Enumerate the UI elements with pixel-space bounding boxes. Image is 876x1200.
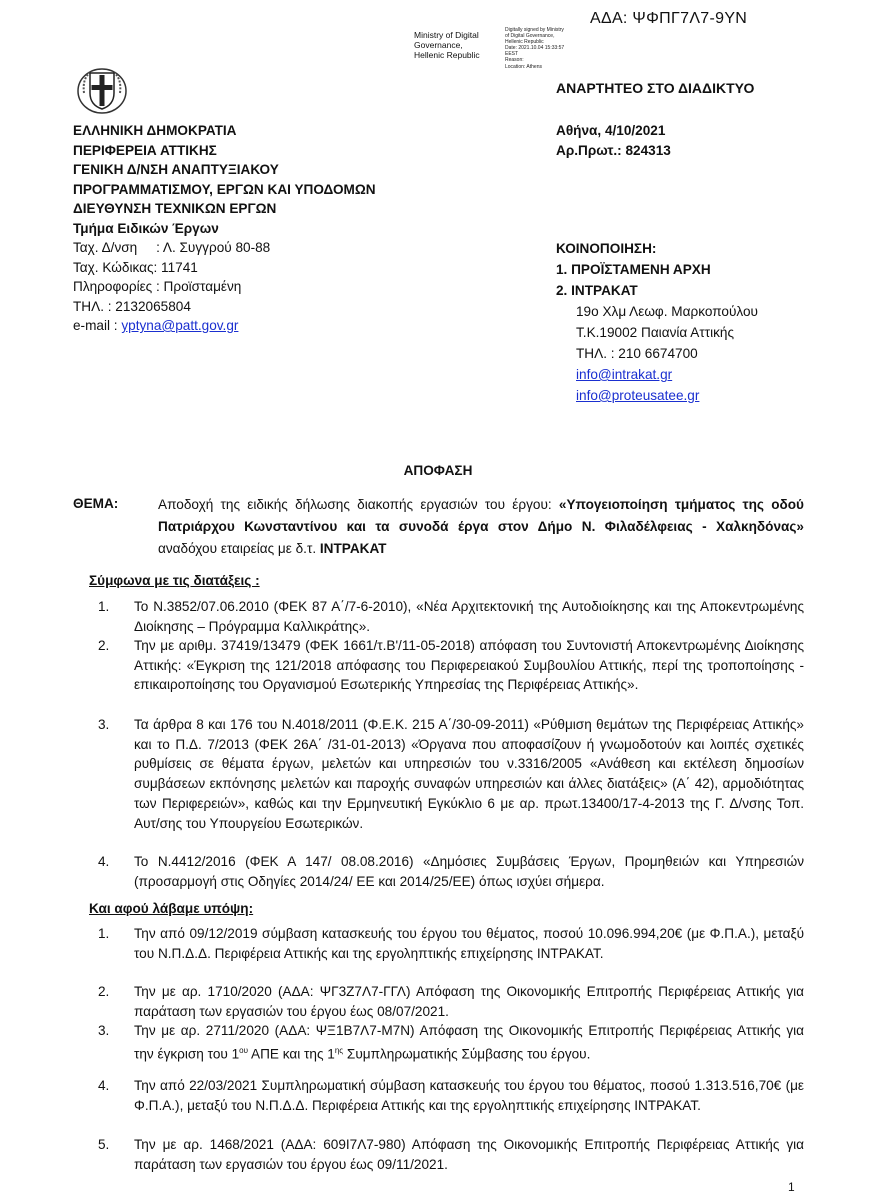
signature-detail-line: Reason: <box>505 57 524 64</box>
sender-line: ΔΙΕΥΘΥΝΣΗ ΤΕΧΝΙΚΩΝ ΕΡΓΩΝ <box>73 201 277 216</box>
item-text: Την με αρ. 1468/2021 (ΑΔΑ: 609Ι7Λ7-980) Απόφαση της Οικονομικής Επιτροπής Περιφέρειας Αττικής για παράταση των εργασιών του έργου έως 09/11/2021. <box>134 1137 804 1172</box>
sender-info: Πληροφορίες : Προϊσταμένη <box>73 279 242 294</box>
item-text: Το Ν.4412/2016 (ΦΕΚ Α 147/ 08.08.2016) «Δημόσιες Συμβάσεις Έργων, Προμηθειών και Υπηρεσιών (προσαρμογή στις Οδηγίες 2014/24/ ΕΕ και 2014/25/ΕΕ) όπως ισχύει σήμερα. <box>134 854 804 889</box>
recipient-city: Τ.Κ.19002 Παιανία Αττικής <box>576 325 734 340</box>
signature-name-line: Ministry of Digital <box>414 30 479 40</box>
item-text: Την από 09/12/2019 σύμβαση κατασκευής του έργου του θέματος, ποσού 10.096.994,20€ (με Φ.Π.Α.), μεταξύ του Ν.Π.Δ.Δ. Περιφέρεια Αττικής και της εργοληπτικής επιχείρησης ΙΝΤΡΑΚΑΤ. <box>134 926 804 961</box>
document-date: Αθήνα, 4/10/2021 <box>556 123 666 138</box>
item-text: Το Ν.3852/07.06.2010 (ΦΕΚ 87 Α΄/7-6-2010), «Νέα Αρχιτεκτονική της Αυτοδιοίκησης και της Αποκεντρωμένης Διοίκησης – Πρόγραμμα Καλλικράτης». <box>134 599 804 634</box>
item-number: 1. <box>98 599 110 614</box>
recipient-email-link-2[interactable]: info@proteusatee.gr <box>576 388 700 403</box>
recipient-email-link-1[interactable]: info@intrakat.gr <box>576 367 673 382</box>
ordinal-suffix: ης <box>334 1045 344 1055</box>
sender-phone: ΤΗΛ. : 2132065804 <box>73 298 191 314</box>
recipient-address: 19ο Χλμ Λεωφ. Μαρκοπούλου <box>576 304 758 319</box>
sender-line: ΠΡΟΓΡΑΜΜΑΤΙΣΜΟΥ, ΕΡΓΩΝ ΚΑΙ ΥΠΟΔΟΜΩΝ <box>73 181 376 197</box>
item-text-part: Συμπληρωματικής Σύμβασης του έργου. <box>343 1046 591 1062</box>
coat-of-arms-icon <box>76 63 128 115</box>
item-number: 2. <box>98 984 110 999</box>
signature-detail-line: EEST <box>505 51 519 58</box>
recipient-email-row <box>556 364 758 385</box>
item-number: 3. <box>98 717 110 732</box>
notification-title: ΚΟΙΝΟΠΟΙΗΣΗ: <box>556 241 657 256</box>
sender-email-link[interactable]: yptyna@patt.gov.gr <box>121 318 239 333</box>
provisions-heading: Σύμφωνα με τις διατάξεις : <box>89 573 260 588</box>
sender-line: ΕΛΛΗΝΙΚΗ ΔΗΜΟΚΡΑΤΙΑ <box>73 123 237 138</box>
recipient-2: 2. ΙΝΤΡΑΚΑΤ <box>556 283 638 298</box>
signature-detail-line: Digitally signed by Ministry <box>505 27 564 33</box>
contractor-name: ΙΝΤΡΑΚΑΤ <box>319 541 387 556</box>
email-label: e-mail : <box>73 318 122 333</box>
item-number: 4. <box>98 1078 110 1093</box>
sender-line: ΠΕΡΙΦΕΡΕΙΑ ΑΤΤΙΚΗΣ <box>73 142 217 158</box>
item-text-part: ΑΠΕ και της 1 <box>247 1046 335 1062</box>
ordinal-suffix: ου <box>239 1045 248 1055</box>
sender-block <box>73 121 376 336</box>
signature-name-line: Governance, <box>414 40 463 50</box>
item-text: Την με αρ. 1710/2020 (ΑΔΑ: ΨΓ3Ζ7Λ7-ΓΓΛ) Απόφαση της Οικονομικής Επιτροπής Περιφέρειας Αττικής για παράταση των εργασιών του έργου έως 08/07/2021. <box>134 984 804 1019</box>
recipient-1: 1. ΠΡΟΪΣΤΑΜΕΝΗ ΑΡΧΗ <box>556 262 711 277</box>
item-number: 1. <box>98 926 110 941</box>
item-text: Την από 22/03/2021 Συμπληρωματική σύμβαση κατασκευής του έργου του θέματος, ποσού 1.313.516,70€ (με Φ.Π.Α.), μεταξύ του Ν.Π.Δ.Δ. Περιφέρεια Αττικής και της εργοληπτικής επιχείρησης ΙΝΤΡΑΚΑΤ. <box>134 1078 804 1113</box>
decision-title: ΑΠΟΦΑΣΗ <box>403 463 473 478</box>
sender-postcode: Ταχ. Κώδικας: 11741 <box>73 259 198 275</box>
subject-label: ΘΕΜΑ: <box>73 496 119 511</box>
item-text <box>134 1021 804 1064</box>
item-text: Τα άρθρα 8 και 176 του Ν.4018/2011 (Φ.Ε.Κ. 215 Α΄/30-09-2011) «Ρύθμιση θεμάτων της Περιφέρειας Αττικής» και το Π.Δ. 7/2013 (ΦΕΚ 26Α΄ /31-01-2013) «Όργανα που αποφασίζουν ή γνωμοδοτούν και λοιπές σχετικές ρυθμίσεις σε θέματα έργων, μελετών και υπηρεσιών του ν.3316/2005 «Ανάθεση και εκτέλεση δημοσίων συμβάσεων εκπόνησης μελετών και παροχής συναφών υπηρεσιών και άλλες διατάξεις» (Α΄ 42), αρμοδιότητας των Περιφερειών», καθώς και την Ερμηνευτική Εγκύκλιο 6 με αρ. πρωτ.13400/17-4-2013 της Γ. Δ/νσης Τοπ. Αυτ/σης του Υπουργείου Εσωτερικών. <box>134 717 804 831</box>
item-number: 2. <box>98 638 110 653</box>
signature-detail-line: Date: 2021.10.04 15:33:57 <box>505 45 565 52</box>
department-name: Τμήμα Ειδικών Έργων <box>73 220 219 236</box>
date-block <box>556 121 671 160</box>
sender-address: Ταχ. Δ/νση : Λ. Συγγρού 80-88 <box>73 240 271 255</box>
subject-intro: Αποδοχή της ειδικής δήλωσης διακοπής εργασιών του έργου: <box>158 497 559 512</box>
posted-online-notice: ΑΝΑΡΤΗΤΕΟ ΣΤΟ ΔΙΑΔΙΚΤΥΟ <box>556 80 755 96</box>
signature-detail-line: Hellenic Republic <box>505 39 544 46</box>
item-text-part: Την με αρ. 2711/2020 (ΑΔΑ: ΨΞ1Β7Λ7-Μ7Ν) Απόφαση της Οικονομικής Επιτροπής Περιφέρειας Αττικής για την έγκριση του 1 <box>134 1023 804 1062</box>
digital-signature-details <box>505 27 564 70</box>
ada-code: ΑΔΑ: ΨΦΠΓ7Λ7-9ΥΝ <box>590 10 748 27</box>
signature-detail-line: Location: Athens <box>505 63 542 70</box>
item-number: 4. <box>98 854 110 869</box>
digital-signature-names <box>414 30 480 60</box>
signature-name-line: Hellenic Republic <box>414 50 480 60</box>
item-number: 3. <box>98 1023 110 1038</box>
item-text: Την με αριθμ. 37419/13479 (ΦΕΚ 1661/τ.Β'/11-05-2018) απόφαση του Συντονιστή Αποκεντρωμένης Διοίκησης Αττικής: «Έγκριση της 121/2018 απόφασης του Περιφερειακού Συμβουλίου Αττικής, περί της τροποποίησης - επικαιροποίησης του Οργανισμού Εσωτερικής Υπηρεσίας της Περιφέρειας Αττικής». <box>134 638 804 693</box>
recipient-email-row <box>556 385 758 406</box>
project-title: «Υπογειοποίηση τμήματος της οδού Πατριάρχου Κωνσταντίνου και τα συνοδά έργα στον Δήμο Ν. Φιλαδέλφειας - Χαλκηδόνας» <box>158 497 804 534</box>
considerations-heading: Και αφού λάβαμε υπόψη: <box>89 901 254 916</box>
item-number: 5. <box>98 1137 110 1152</box>
notification-block <box>556 238 758 406</box>
recipient-phone: ΤΗΛ. : 210 6674700 <box>576 346 698 361</box>
page-number: 1 <box>788 1180 795 1194</box>
subject-text <box>158 494 804 560</box>
subject-contractor-intro: αναδόχου εταιρείας με δ.τ. <box>158 541 320 556</box>
protocol-number: Αρ.Πρωτ.: 824313 <box>556 142 671 158</box>
signature-detail-line: of Digital Governance, <box>505 33 555 40</box>
sender-email-row <box>73 316 376 336</box>
sender-line: ΓΕΝΙΚΗ Δ/ΝΣΗ ΑΝΑΠΤΥΞΙΑΚΟΥ <box>73 162 279 177</box>
